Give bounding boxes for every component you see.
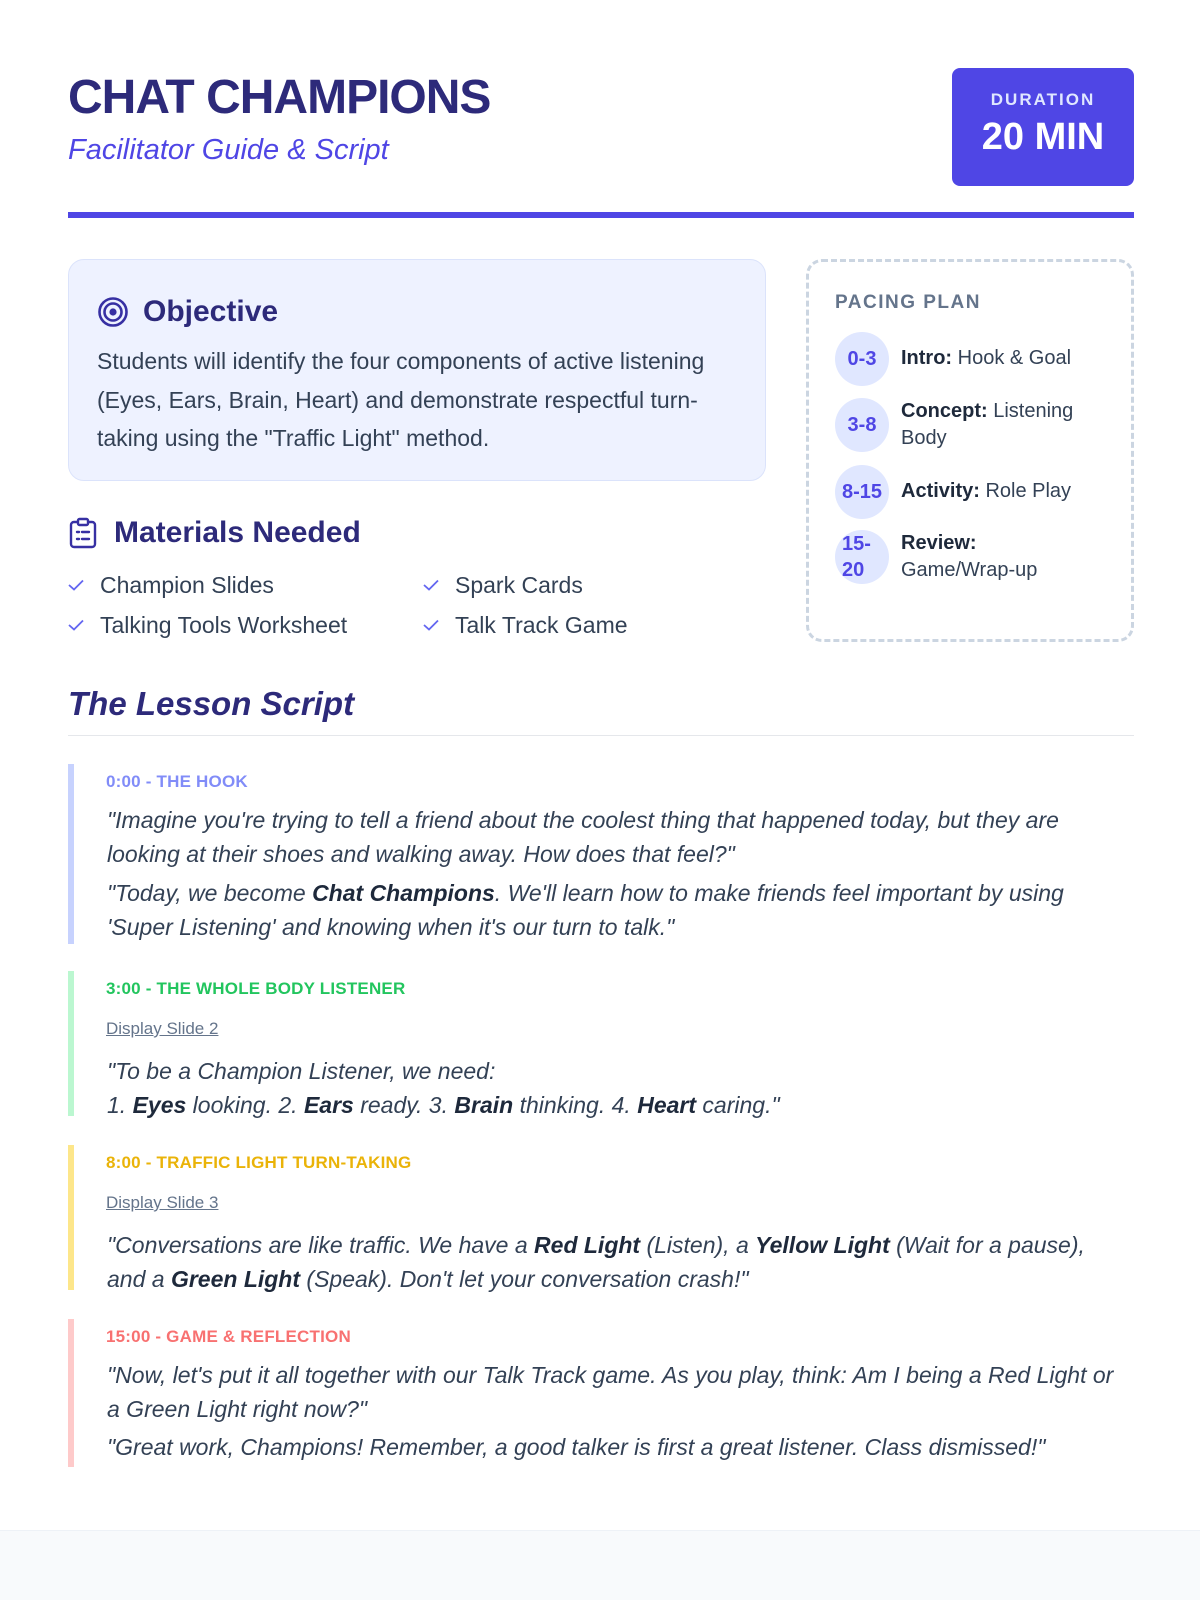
script-quote: "Imagine you're trying to tell a friend about the coolest thing that happened today, but they are looking at their shoes and walking away. How does that feel?" [107, 807, 1059, 867]
check-icon [68, 579, 84, 591]
objective-text: Students will identify the four components of active listening (Eyes, Ears, Brain, Heart) and demonstrate respectful turn-taking using the "Traffic Light" method. [97, 348, 705, 451]
list-item [68, 570, 274, 600]
check-icon [68, 619, 84, 631]
section-time-label: 8:00 - TRAFFIC LIGHT TURN-TAKING [106, 1153, 412, 1172]
target-icon [97, 296, 129, 328]
header-divider [68, 212, 1134, 218]
check-icon [423, 579, 439, 591]
display-slide-link[interactable]: Display Slide 2 [106, 1019, 219, 1038]
objective-title: Objective [143, 295, 279, 328]
script-section-game-reflection [68, 1319, 1134, 1467]
script-section-whole-body-listener [68, 971, 1134, 1116]
list-item [423, 610, 628, 640]
pacing-time-badge: 8-15 [835, 465, 889, 519]
list-item [68, 610, 347, 640]
script-quote: "To be a Champion Listener, we need: 1. Eyes looking. 2. Ears ready. 3. Brain thinking. 4. Heart caring." [107, 1058, 780, 1118]
section-time-label: 15:00 - GAME & REFLECTION [106, 1327, 351, 1346]
pacing-row [835, 332, 1125, 388]
list-item [423, 570, 583, 600]
material-label: Talk Track Game [455, 611, 628, 638]
lesson-script-divider [68, 735, 1134, 736]
check-icon [423, 619, 439, 631]
pacing-time-badge: 3-8 [835, 398, 889, 452]
pacing-title: PACING PLAN [835, 292, 981, 313]
materials-header [68, 513, 361, 553]
script-section-hook [68, 764, 1134, 944]
materials-title: Materials Needed [114, 516, 361, 549]
lesson-script-title: The Lesson Script [68, 685, 355, 722]
material-label: Champion Slides [100, 571, 274, 598]
material-label: Talking Tools Worksheet [100, 611, 348, 638]
section-time-label: 0:00 - THE HOOK [106, 772, 248, 791]
header [68, 68, 1134, 188]
objective-card [68, 259, 766, 481]
clipboard-icon [68, 517, 98, 549]
footer-band [0, 1530, 1200, 1600]
section-time-label: 3:00 - THE WHOLE BODY LISTENER [106, 979, 406, 998]
page-title: CHAT CHAMPIONS [68, 71, 491, 124]
pacing-row [835, 530, 1125, 586]
pacing-text: Review: Game/Wrap-up [901, 532, 1038, 581]
pacing-row [835, 398, 1125, 454]
pacing-time-badge: 15- 20 [835, 530, 889, 584]
duration-label: DURATION [990, 90, 1096, 109]
script-quote: "Great work, Champions! Remember, a good talker is first a great listener. Class dismissed!" [107, 1434, 1046, 1460]
material-label: Spark Cards [455, 571, 583, 598]
script-quote: "Now, let's put it all together with our Talk Track game. As you play, think: Am I being a Red Light or a Green Light right now?" [107, 1362, 1114, 1422]
script-section-traffic-light [68, 1145, 1134, 1290]
pacing-text: Concept: Listening Body [901, 400, 1074, 449]
pacing-row [835, 465, 1125, 521]
objective-header [97, 292, 278, 332]
page-subtitle: Facilitator Guide & Script [68, 134, 389, 166]
duration-badge [952, 68, 1134, 186]
pacing-time-badge: 0-3 [835, 332, 889, 386]
duration-value: 20 MIN [981, 116, 1105, 158]
pacing-text: Intro: Hook & Goal [901, 347, 1072, 369]
pacing-text: Activity: Role Play [901, 480, 1072, 502]
script-quote: "Today, we become Chat Champions. We'll learn how to make friends feel important by using 'Super Listening' and knowing when it's our turn to talk." [107, 880, 1064, 940]
display-slide-link[interactable]: Display Slide 3 [106, 1193, 219, 1212]
script-quote: "Conversations are like traffic. We have a Red Light (Listen), a Yellow Light (Wait for a pause), and a Green Light (Speak). Don't let your conversation crash!" [107, 1232, 1085, 1292]
pacing-plan-card [806, 259, 1134, 642]
